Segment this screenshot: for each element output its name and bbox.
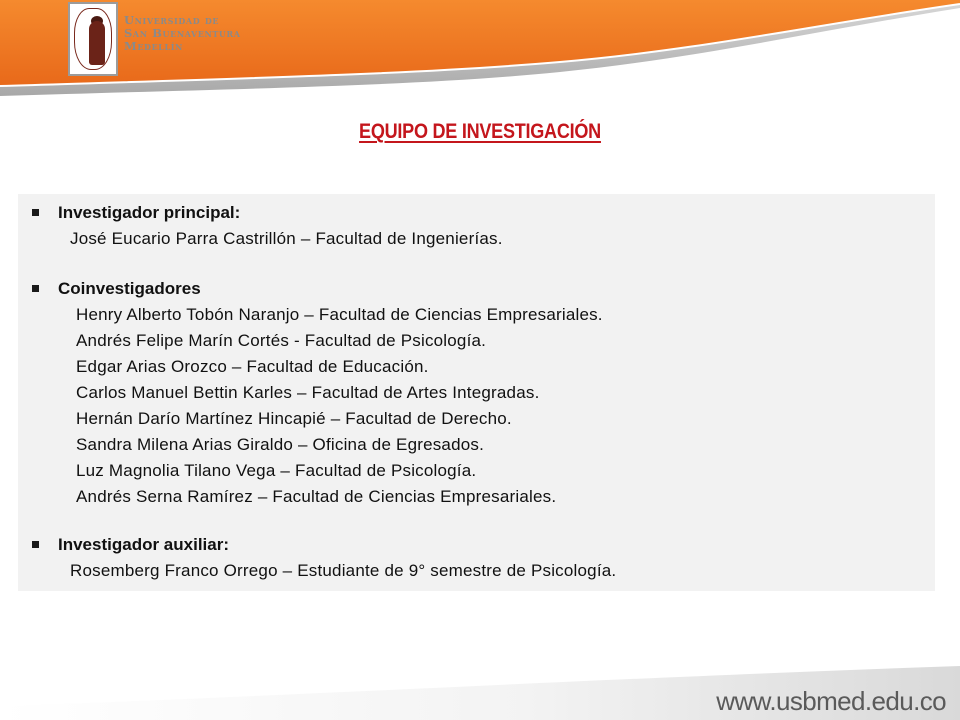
university-name-line-2: San Buenaventura bbox=[124, 26, 241, 40]
section-heading: Investigador principal: bbox=[58, 203, 241, 222]
square-bullet-icon bbox=[32, 209, 39, 216]
university-name-line-1: Universidad de bbox=[124, 13, 220, 27]
crest-icon bbox=[74, 8, 112, 70]
page-title: EQUIPO DE INVESTIGACIÓN bbox=[359, 120, 601, 143]
footer-website-url[interactable]: www.usbmed.edu.co bbox=[716, 686, 946, 716]
member-line: Rosemberg Franco Orrego – Estudiante de 9° semestre de Psicología. bbox=[70, 561, 617, 580]
section-coinvestigadores bbox=[32, 276, 603, 510]
member-line: Luz Magnolia Tilano Vega – Facultad de Psicología. bbox=[76, 461, 477, 480]
member-line: José Eucario Parra Castrillón – Facultad de Ingenierías. bbox=[70, 229, 503, 248]
team-content-box bbox=[18, 194, 935, 591]
university-name bbox=[124, 14, 241, 53]
member-line: Andrés Felipe Marín Cortés - Facultad de Psicología. bbox=[76, 331, 487, 350]
university-crest-logo bbox=[68, 2, 118, 76]
member-line: Andrés Serna Ramírez – Facultad de Ciencias Empresariales. bbox=[76, 487, 557, 506]
section-heading: Investigador auxiliar: bbox=[58, 535, 229, 554]
section-auxiliar bbox=[32, 532, 616, 584]
square-bullet-icon bbox=[32, 285, 39, 292]
member-line: Henry Alberto Tobón Naranjo – Facultad de Ciencias Empresariales. bbox=[76, 305, 603, 324]
square-bullet-icon bbox=[32, 541, 39, 548]
member-line: Sandra Milena Arias Giraldo – Oficina de Egresados. bbox=[76, 435, 485, 454]
section-auxiliar-heading-row bbox=[32, 532, 616, 558]
section-heading: Coinvestigadores bbox=[58, 279, 201, 298]
member-line: Edgar Arias Orozco – Facultad de Educación. bbox=[76, 357, 429, 376]
member-line: Hernán Darío Martínez Hincapié – Facultad de Derecho. bbox=[76, 409, 512, 428]
university-name-line-3: Medellín bbox=[124, 39, 183, 53]
section-principal-heading-row bbox=[32, 200, 503, 226]
member-line: Carlos Manuel Bettin Karles – Facultad de Artes Integradas. bbox=[76, 383, 540, 402]
section-principal bbox=[32, 200, 503, 252]
section-coinvestigadores-heading-row bbox=[32, 276, 603, 302]
crest-figure-body bbox=[89, 21, 105, 65]
